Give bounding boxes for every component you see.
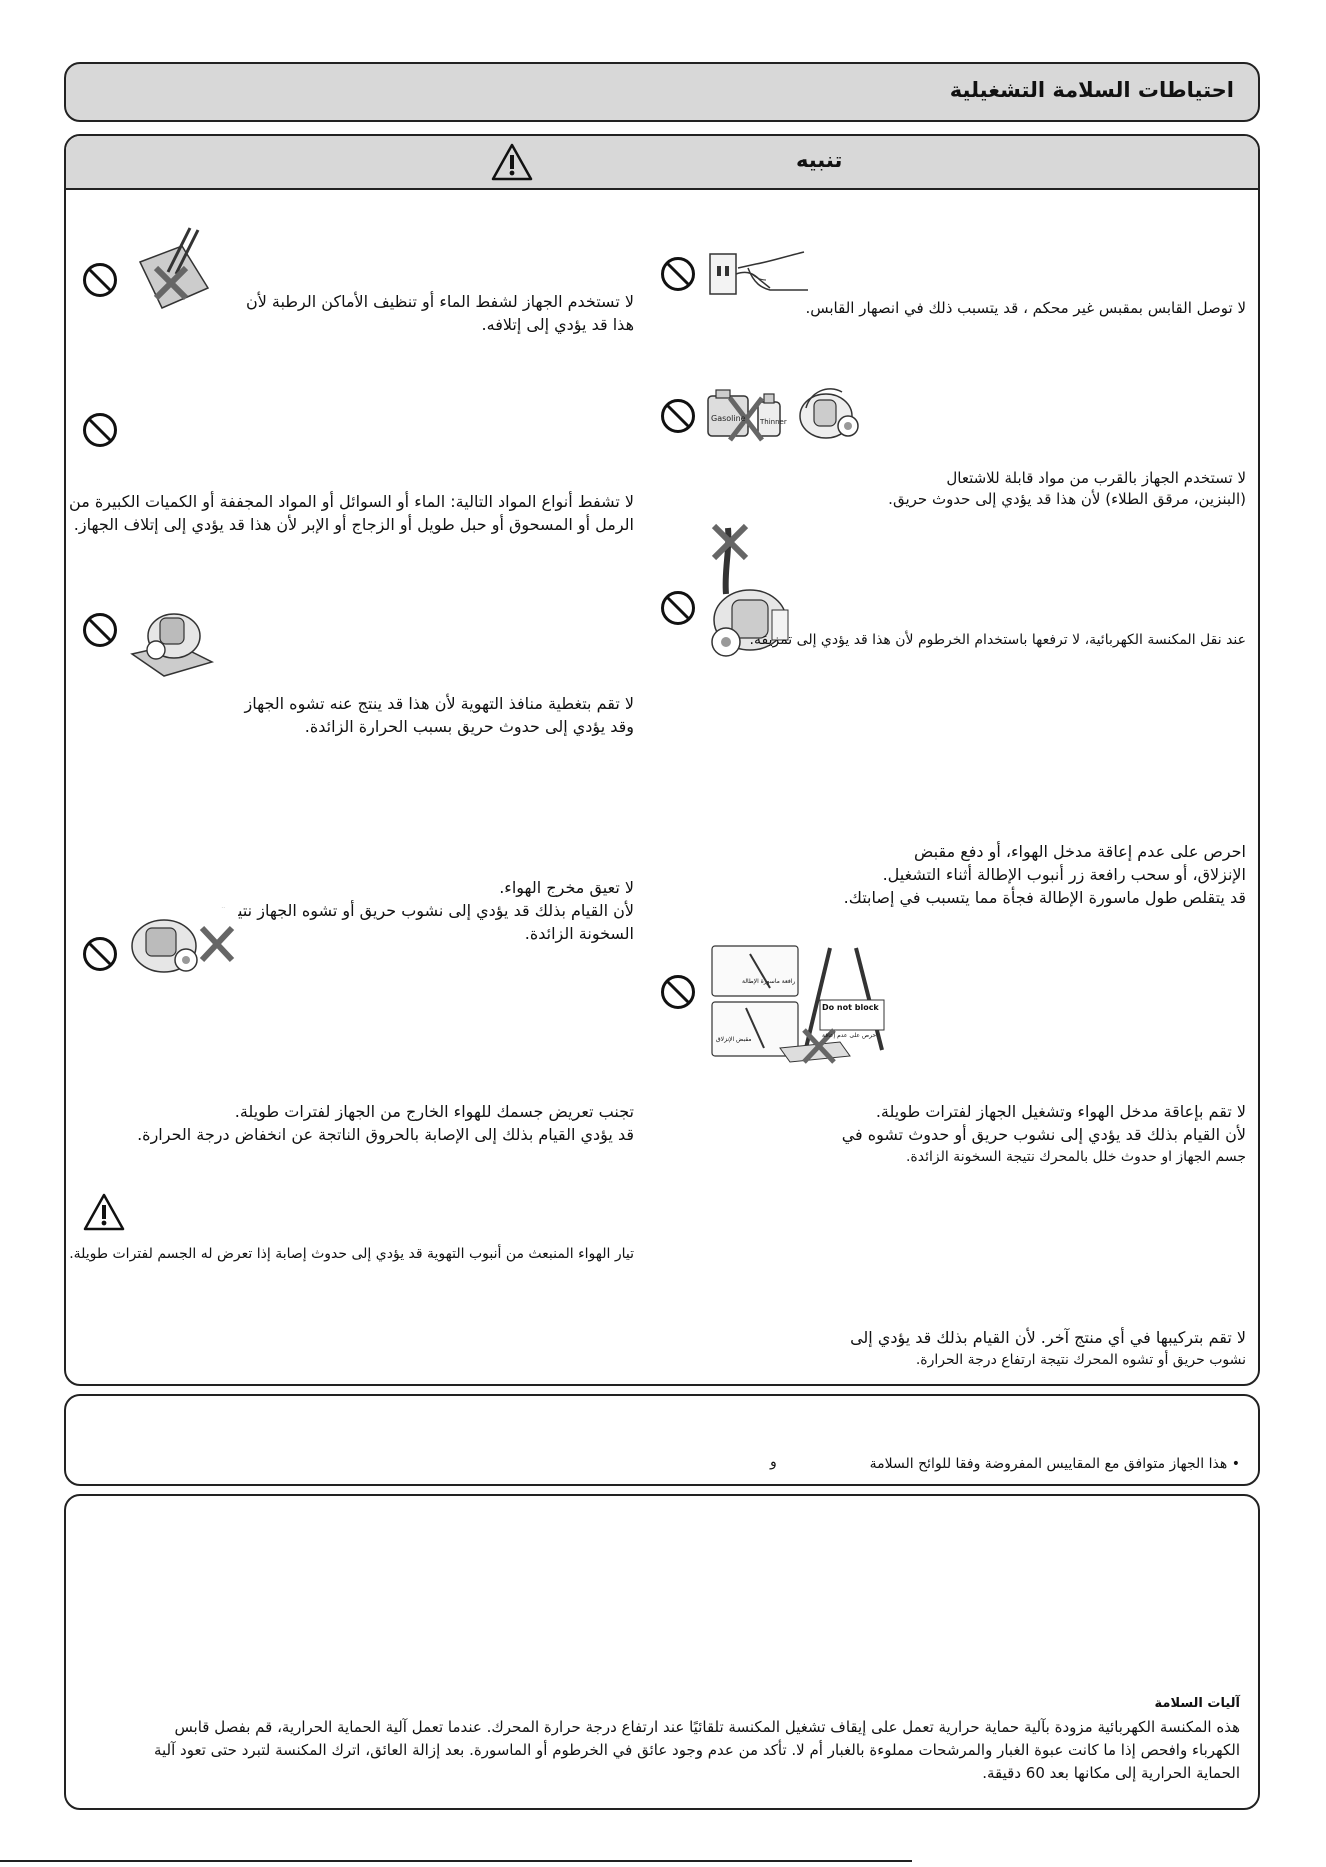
prohibited-icon [660,590,696,626]
instruction-line: احرص على عدم إعاقة مدخل الهواء، أو دفع مقبض [914,842,1246,861]
instruction-text [844,840,1246,909]
instruction-line: لا تستخدم الجهاز بالقرب من مواد قابلة للاشتعال [946,469,1246,487]
instruction-line: نشوب حريق أو تشوه المحرك نتيجة ارتفاع درجة الحرارة. [915,1352,1246,1368]
instruction-text [888,468,1246,510]
container-label: Thinner [760,418,787,426]
instruction-line: لا تقم بتركيبها في أي منتج آخر. لأن القيام بذلك قد يؤدي إلى [850,1328,1246,1347]
prohibited-icon [660,256,696,292]
plug-socket-illustration [708,244,812,308]
safety-mechanism-body [84,1716,1240,1785]
container-label: Gasoline [711,414,746,423]
mechanism-line: الكهرباء وافحص إذا ما كانت عبوة الغبار والمرشحات مملوءة بالغبار أم لا. تأكد من عدم وجود عائق في الخرطوم أو الماسورة. بعد إزالة العائق، اترك المكنسة لتبرد حتى تعود آلية [153,1741,1240,1759]
bullet: • [1231,1456,1240,1472]
instruction-line: لا تقم بتغطية منافذ التهوية لأن هذا قد ينتج عنه تشوه الجهاز [244,694,634,713]
compliance-connector: و [770,1454,777,1470]
compliance-text: هذا الجهاز متوافق مع المقاييس المفروضة وفقا للوائح السلامة [869,1456,1228,1472]
caution-heading: تنبيه [796,148,843,172]
warning-triangle-icon [490,142,534,182]
page-title: احتياطات السلامة التشغيلية [949,78,1234,102]
instruction-line: هذا قد يؤدي إلى إتلافه. [481,315,634,334]
do-not-block-label: Do not block [822,1003,879,1012]
safety-mechanism-title: آليات السلامة [1154,1696,1240,1711]
do-not-block-arabic-label: احرص على عدم إعاقة [822,1032,878,1039]
instruction-text [137,1100,634,1146]
footer-rule [0,1860,912,1862]
instruction-text [842,1100,1246,1169]
warning-triangle-icon [82,1192,126,1232]
instruction-text [750,630,1246,651]
instruction-line: عند نقل المكنسة الكهربائية، لا ترفعها باستخدام الخرطوم لأن هذا قد يؤدي إلى تمزيقه. [749,632,1246,648]
compliance-note [870,1454,1240,1475]
prohibited-icon [660,974,696,1010]
mechanism-line: الحماية الحرارية إلى مكانها بعد 60 دقيقة. [982,1764,1240,1782]
prohibited-icon [82,412,118,448]
caution-header [66,136,1258,190]
instruction-line: قد يتقلص طول ماسورة الإطالة فجأة مما يتسبب في إصابتك. [843,888,1246,907]
prohibited-icon [82,262,118,298]
instruction-line: الإنزلاق، أو سحب رافعة زر أنبوب الإطالة أثناء التشغيل. [882,865,1246,884]
instruction-line: لأن القيام بذلك قد يؤدي إلى نشوب حريق أو تشوه الجهاز نتيجة [219,901,634,920]
instruction-line: جسم الجهاز او حدوث خلل بالمحرك نتيجة السخونة الزائدة. [905,1149,1246,1165]
instruction-line: تيار الهواء المنبعث من أنبوب التهوية قد يؤدي إلى حدوث إصابة إذا تعرض له الجسم لفترات طويلة. [69,1246,634,1262]
instruction-line: (البنزين، مرقق الطلاء) لأن هذا قد يؤدي إلى حدوث حريق. [888,490,1246,508]
instruction-line: السخونة الزائدة. [524,924,634,943]
vacuum-cleaner-illustration [792,378,864,446]
instruction-line: قد يؤدي القيام بذلك إلى الإصابة بالحروق الناتجة عن انخفاض درجة الحرارة. [137,1125,634,1144]
pipe-lever-label: رافعة ماسورة الإطالة [742,978,796,985]
mechanism-line: هذه المكنسة الكهربائية مزودة بآلية حماية حرارية تعمل على إيقاف تشغيل المكنسة تلقائيًا عند ارتفاع درجة حرارة المحرك. عندما تعمل آلية الحماية الحرارية، قم بفصل قابس [174,1718,1240,1736]
instruction-line: لا تعيق مخرج الهواء. [499,878,634,897]
section-title-bar [64,62,1260,122]
instruction-text [805,298,1246,319]
covered-vent-illustration [128,598,216,678]
compliance-note-box [64,1394,1260,1486]
prohibited-icon [82,612,118,648]
extension-pipe-illustration [710,944,910,1064]
instruction-text [230,692,634,738]
slide-handle-label: مقبض الإنزلاق [716,1036,752,1043]
instruction-text [69,490,634,536]
instruction-text [230,290,634,336]
instruction-line: لا تشفط أنواع المواد التالية: الماء أو السوائل أو المواد المجففة أو الكميات الكبيرة من [69,492,634,511]
instruction-text [850,1326,1246,1372]
instruction-line: لأن القيام بذلك قد يؤدي إلى نشوب حريق أو حدوث تشوه في [841,1125,1246,1144]
wet-floor-illustration [128,222,224,318]
blocked-exhaust-illustration [122,908,238,978]
instruction-line: لا توصل القابس بمقبس غير محكم ، قد يتسبب ذلك في انصهار القابس. [805,299,1246,317]
safety-mechanism-box [64,1494,1260,1810]
prohibited-icon [660,398,696,434]
instruction-line: لا تقم بإعاقة مدخل الهواء وتشغيل الجهاز لفترات طويلة. [875,1102,1246,1121]
instruction-line: وقد يؤدي إلى حدوث حريق بسبب الحرارة الزائدة. [304,717,634,736]
instruction-text [219,876,634,945]
instruction-line: الرمل أو المسحوق أو حبل طويل أو الزجاج أو الإبر لأن هذا قد يؤدي إلى إتلاف الجهاز. [73,515,634,534]
instruction-line: لا تستخدم الجهاز لشفط الماء أو تنظيف الأماكن الرطبة لأن [245,292,634,311]
instruction-text [69,1244,634,1265]
prohibited-icon [82,936,118,972]
instruction-line: تجنب تعريض جسمك للهواء الخارج من الجهاز لفترات طويلة. [234,1102,634,1121]
